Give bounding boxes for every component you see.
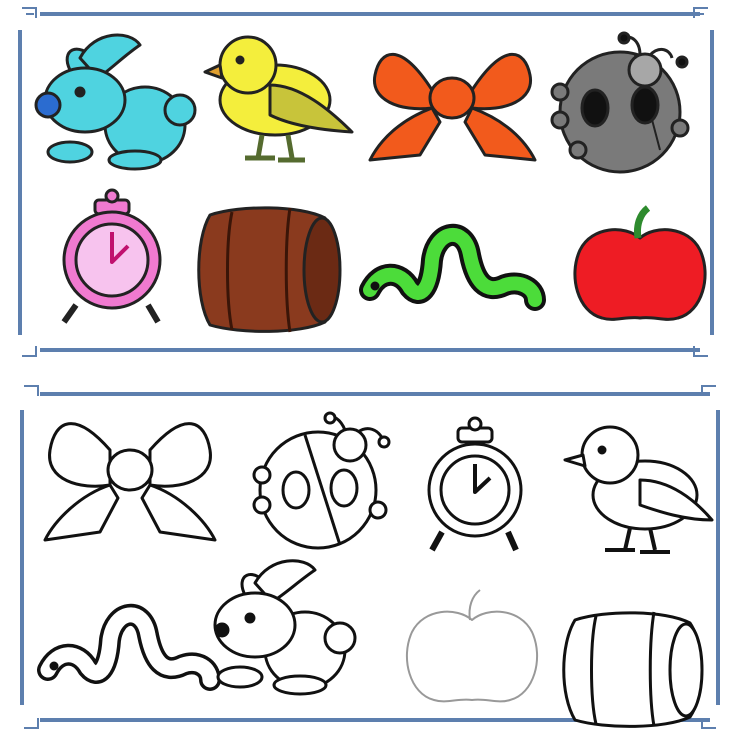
caterpillar-outline-icon [48, 615, 210, 680]
outline-pictures-frame [0, 380, 730, 738]
barrel-colored-icon [199, 208, 340, 332]
outline-pictures-panel [0, 380, 730, 738]
alarm-clock-colored-icon [64, 190, 160, 322]
alarm-clock-outline-icon [429, 418, 521, 550]
bird-outline-icon [565, 427, 712, 552]
rabbit-colored-icon [36, 35, 195, 169]
colored-pictures-frame [0, 0, 730, 360]
rabbit-outline-icon [215, 561, 355, 694]
ladybug-outline-icon [254, 413, 389, 548]
caterpillar-colored-icon [370, 235, 535, 300]
colored-pictures-panel [0, 0, 730, 360]
bow-outline-icon [45, 424, 215, 540]
bow-colored-icon [370, 54, 535, 160]
bird-colored-icon [205, 37, 352, 160]
barrel-outline-icon [564, 612, 702, 726]
ladybug-colored-icon [552, 33, 688, 172]
apple-colored-icon [575, 208, 705, 319]
apple-outline-icon [407, 590, 537, 701]
